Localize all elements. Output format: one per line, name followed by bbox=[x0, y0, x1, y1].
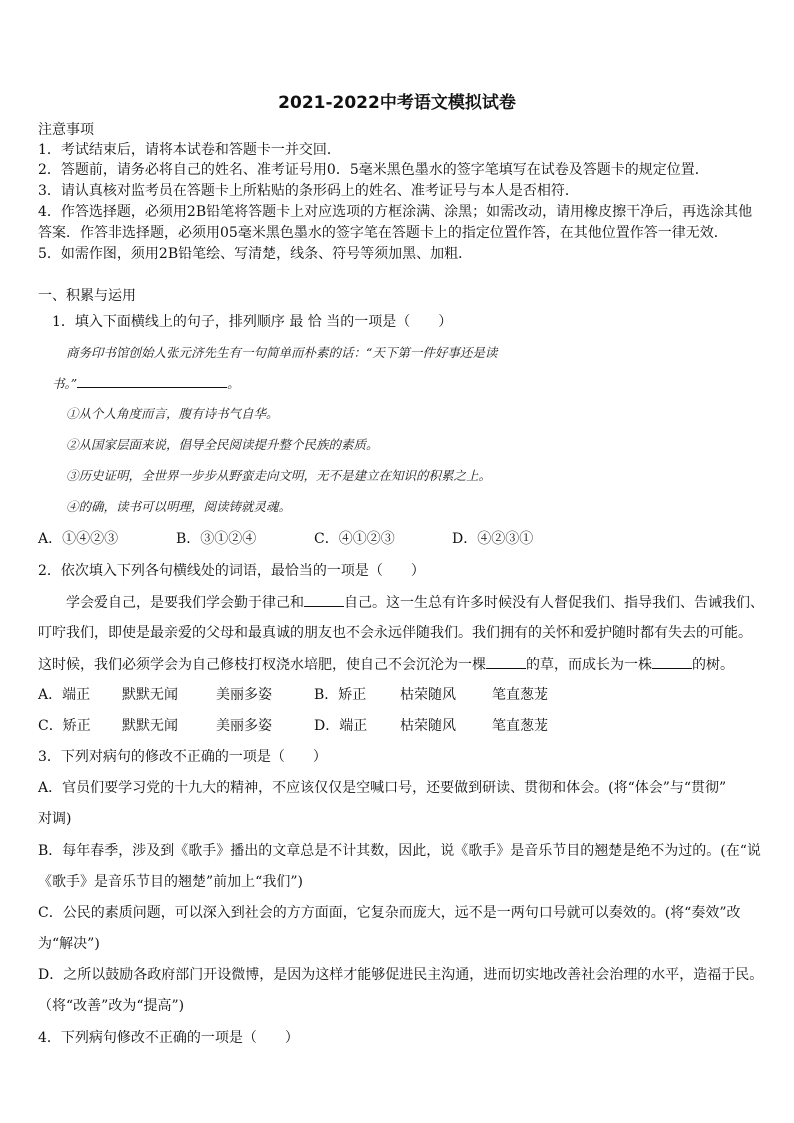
option-line: B．每年春季，涉及到《歌手》播出的文章总是不计其数，因此，说《歌手》是音乐节目的翘楚是绝不为过的。(在“说 bbox=[38, 843, 761, 859]
fill-blank bbox=[486, 654, 526, 669]
option-c-word2: 默默无闻 bbox=[122, 718, 178, 734]
page-title: 2021-2022中考语文模拟试卷 bbox=[278, 93, 516, 113]
option-c-word3: 美丽多姿 bbox=[216, 718, 272, 734]
notice-item: 4．作答选择题，必须用2B铅笔将答题卡上对应选项的方框涂满、涂黑；如需改动，请用橡皮擦干净后，再选涂其他 bbox=[38, 204, 753, 220]
sentence-4: ④的确，读书可以明理，阅读铸就灵魂。 bbox=[66, 499, 292, 514]
option-line: 为“解决”) bbox=[38, 936, 100, 952]
sentence-2: ②从国家层面来说，倡导全民阅读提升整个民族的素质。 bbox=[66, 437, 379, 452]
option-a-word3: 美丽多姿 bbox=[216, 687, 272, 703]
option-d-word1: D．端正 bbox=[314, 718, 368, 734]
notice-item: 答案．作答非选择题，必须用05毫米黑色墨水的签字笔在答题卡上的指定位置作答，在其他位置作答一律无效． bbox=[38, 225, 728, 241]
option-b-word3: 笔直葱茏 bbox=[492, 687, 548, 703]
sentence-3: ③历史证明，全世界一步步从野蛮走向文明，无不是建立在知识的积累之上。 bbox=[66, 468, 492, 483]
option-a-word2: 默默无闻 bbox=[122, 687, 178, 703]
question-stem: 3．下列对病句的修改不正确的一项是（ ） bbox=[38, 749, 327, 765]
sentence-1: ①从个人角度而言，腹有诗书气自华。 bbox=[66, 406, 279, 421]
notice-item: 3．请认真核对监考员在答题卡上所粘贴的条形码上的姓名、准考证号与本人是否相符． bbox=[38, 183, 579, 199]
passage-text: 这时候，我们必须学会为自己修枝打杈浇水培肥，使自己不会沉沦为一棵 bbox=[38, 657, 486, 673]
passage-text: 。 bbox=[227, 376, 240, 391]
passage-text: 的树。 bbox=[692, 657, 734, 673]
option-b: B．③①②④ bbox=[176, 531, 257, 547]
notice-item: 1．考试结束后，请将本试卷和答题卡一并交回． bbox=[38, 142, 341, 158]
option-a-word1: A．端正 bbox=[38, 687, 91, 703]
passage-text: 的草，而成长为一株 bbox=[526, 657, 652, 673]
option-c: C．④①②③ bbox=[314, 531, 395, 547]
passage-line: 商务印书馆创始人张元济先生有一句简单而朴素的话：“天下第一件好事还是读 bbox=[66, 345, 498, 360]
option-line: （将“改善”改为“提高”) bbox=[38, 998, 185, 1014]
passage-text: 学会爱自己，是要我们学会勤于律己和 bbox=[66, 595, 304, 611]
question-4-stem: 4．下列病句修改不正确的一项是（ ） bbox=[38, 1030, 299, 1046]
passage-text: 书。” bbox=[52, 376, 78, 391]
section-heading: 一、积累与运用 bbox=[38, 288, 136, 304]
notice-heading: 注意事项 bbox=[38, 122, 94, 138]
option-b-word1: B．矫正 bbox=[314, 687, 367, 703]
option-d-word3: 笔直葱茏 bbox=[492, 718, 548, 734]
option-line: C．公民的素质问题，可以深入到社会的方方面面，它复杂而庞大，远不是一两句口号就可以奏效的。(将“奏效”改 bbox=[38, 905, 741, 921]
fill-blank bbox=[304, 592, 344, 607]
passage-line bbox=[38, 654, 734, 675]
option-c-word1: C．矫正 bbox=[38, 718, 91, 734]
fill-blank bbox=[652, 654, 692, 669]
question-stem: 2．依次填入下列各句横线处的词语，最恰当的一项是（ ） bbox=[38, 563, 425, 579]
option-d: D．④②③① bbox=[452, 531, 534, 547]
option-line: A．官员们要学习党的十九大的精神，不应该仅仅是空喊口号，还要做到研读、贯彻和体会。(将“体会”与“贯彻” bbox=[38, 780, 727, 796]
passage-line: 叮咛我们，即使是最亲爱的父母和最真诚的朋友也不会永远伴随我们。我们拥有的关怀和爱护随时都有失去的可能。 bbox=[38, 625, 752, 641]
option-line: 对调) bbox=[38, 811, 72, 827]
passage-line bbox=[66, 592, 764, 613]
notice-item: 2．答题前，请务必将自己的姓名、准考证号用0．5毫米黑色墨水的签字笔填写在试卷及答题卡的规定位置． bbox=[38, 162, 709, 178]
option-d-word2: 枯荣随风 bbox=[400, 718, 456, 734]
option-line: 《歌手》是音乐节目的翘楚”前加上“我们”) bbox=[38, 874, 303, 890]
question-stem: 1．填入下面横线上的句子，排列顺序 最 恰 当的一项是（ ） bbox=[52, 314, 453, 330]
notice-item: 5．如需作图，须用2B铅笔绘、写清楚，线条、符号等须加黑、加粗． bbox=[38, 246, 473, 262]
option-a: A．①④②③ bbox=[38, 531, 119, 547]
option-line: D．之所以鼓励各政府部门开设微博，是因为这样才能够促进民主沟通，进而切实地改善社会治理的水平，造福于民。 bbox=[38, 967, 764, 983]
fill-blank bbox=[77, 373, 227, 388]
option-b-word2: 枯荣随风 bbox=[400, 687, 456, 703]
passage-line bbox=[52, 373, 240, 394]
passage-text: 自己。这一生总有许多时候没有人督促我们、指导我们、告诫我们、 bbox=[344, 595, 764, 611]
